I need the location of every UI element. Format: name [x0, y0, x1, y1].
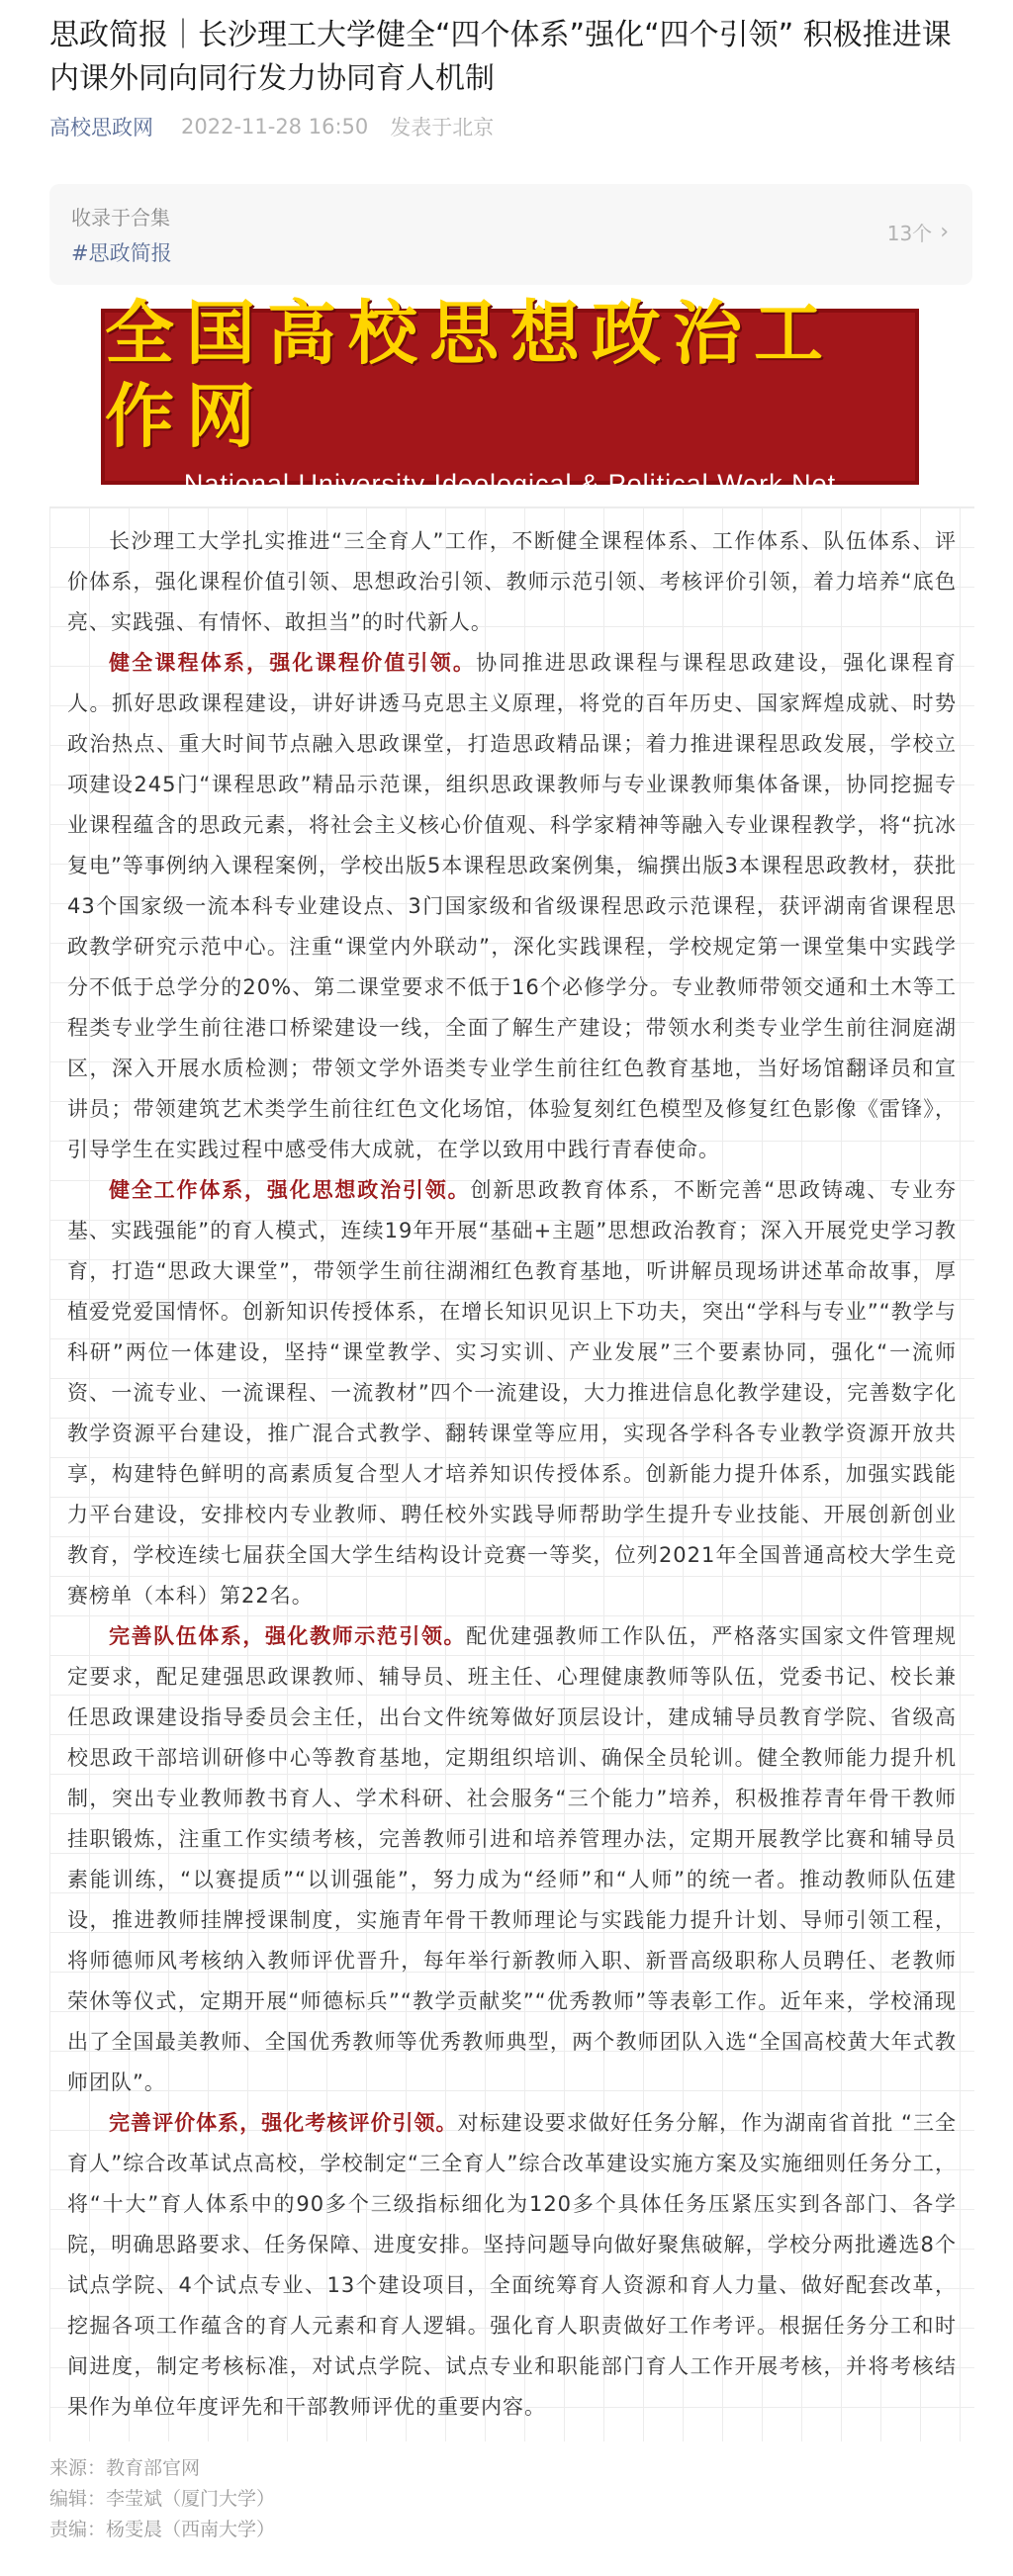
section-text-2: 创新思政教育体系，不断完善“思政铸魂、专业夯基、实践强能”的育人模式，连续19年开展“基础+主题”思想政治教育；深入开展党史学习教育，打造“思政大课堂”，带领学生前往湖湘红色教育基地，听讲解员现场讲述革命故事，厚植爱党爱国情怀。创新知识传授体系，在增长知识见识上下功夫，突出“学科与专业”“教学与科研”两位一体建设，坚持“课堂教学、实习实训、产业发展”三个要素协同，强化“一流师资、一流专业、一流课程、一流教材”四个一流建设，大力推进信息化教学建设，完善数字化教学资源平台建设，推广混合式教学、翻转课堂等应用，实现各学科各专业教学资源开放共享，构建特色鲜明的高素质复合型人才培养知识传授体系。创新能力提升体系，加强实践能力平台建设，安排校内专业教师、聘任校外实践导师帮助学生提升专业技能、开展创新创业教育，学校连续七届获全国大学生结构设计竞赛一等奖，位列2021年全国普通高校大学生竞赛榜单（本科）第22名。	[67, 1178, 957, 1608]
section-paragraph-2	[67, 1170, 957, 1616]
collection-card[interactable]	[49, 184, 972, 285]
publish-date: 2022-11-28 16:50	[181, 115, 369, 138]
section-paragraph-1	[67, 643, 957, 1170]
section-text-4: 对标建设要求做好任务分解，作为湖南省首批 “三全育人”综合改革试点高校，学校制定“三全育人”综合改革建设实施方案及实施细则任务分工，将“十大”育人体系中的90多个三级指标细化为120多个具体任务压紧压实到各部门、各学院，明确思路要求、任务保障、进度安排。坚持问题导向做好聚焦破解，学校分两批遴选8个试点学院、4个试点专业、13个建设项目，全面统筹育人资源和育人力量、做好配套改革，挖掘各项工作蕴含的育人元素和育人逻辑。强化育人职责做好工作考评。根据任务分工和时间进度，制定考核标准，对试点学院、试点专业和职能部门育人工作开展考核，并将考核结果作为单位年度评先和干部教师评优的重要内容。	[67, 2111, 957, 2419]
collection-label: 收录于合集	[71, 206, 170, 230]
section-heading-4: 完善评价体系，强化考核评价引领。	[109, 2111, 458, 2135]
site-banner-image	[101, 292, 919, 499]
section-paragraph-3	[67, 1616, 957, 2103]
article-title: 思政简报｜长沙理工大学健全“四个体系”强化“四个引领” 积极推进课内课外同向同行发力协同育人机制	[49, 18, 952, 96]
editor-line: 编辑：李莹斌（厦门大学）	[49, 2488, 276, 2510]
banner-english-title: National University Ideological & Political Work Net	[183, 469, 837, 499]
banner-chinese-title: 全国高校思想政治工作网	[105, 292, 835, 457]
section-heading-3: 完善队伍体系，强化教师示范引领。	[109, 1624, 467, 1648]
publish-location: 发表于北京	[390, 116, 495, 139]
article-meta	[49, 113, 494, 140]
section-heading-1: 健全课程体系，强化课程价值引领。	[109, 651, 477, 675]
section-text-1: 协同推进思政课程与课程思政建设，强化课程育人。抓好思政课程建设，讲好讲透马克思主义原理，将党的百年历史、国家辉煌成就、时势政治热点、重大时间节点融入思政课堂，打造思政精品课；着力推进课程思政发展，学校立项建设245门“课程思政”精品示范课，组织思政课教师与专业课教师集体备课，协同挖掘专业课程蕴含的思政元素，将社会主义核心价值观、科学家精神等融入专业课程教学，将“抗冰复电”等事例纳入课程案例，学校出版5本课程思政案例集，编撰出版3本课程思政教材，获批43个国家级一流本科专业建设点、3门国家级和省级课程思政示范课程，获评湖南省课程思政教学研究示范中心。注重“课堂内外联动”，深化实践课程，学校规定第一课堂集中实践学分不低于总学分的20%、第二课堂要求不低于16个必修学分。专业教师带领交通和土木等工程类专业学生前往港口桥梁建设一线，全面了解生产建设；带领水利类专业学生前往洞庭湖区，深入开展水质检测；带领文学外语类专业学生前往红色教育基地，当好场馆翻译员和宣讲员；带领建筑艺术类学生前往红色文化场馆，体验复刻红色模型及修复红色影像《雷锋》，引导学生在实践过程中感受伟大成就，在学以致用中践行青春使命。	[67, 651, 958, 1161]
section-heading-2: 健全工作体系，强化思想政治引领。	[109, 1178, 471, 1202]
collection-count-text: 13个	[886, 222, 933, 245]
collection-tag-link[interactable]: #思政简报	[71, 241, 172, 265]
chevron-right-icon: ›	[940, 220, 949, 244]
account-name-link[interactable]: 高校思政网	[49, 116, 153, 139]
collection-count[interactable]	[887, 218, 949, 246]
article-body	[49, 506, 974, 2441]
source-line: 来源：教育部官网	[49, 2457, 201, 2479]
intro-paragraph: 长沙理工大学扎实推进“三全育人”工作，不断健全课程体系、工作体系、队伍体系、评价体系，强化课程价值引领、思想政治引领、教师示范引领、考核评价引领，着力培养“底色亮、实践强、有情怀、敢担当”的时代新人。	[67, 529, 957, 634]
chief-editor-line: 责编：杨雯晨（西南大学）	[49, 2519, 276, 2540]
section-text-3: 配优建强教师工作队伍，严格落实国家文件管理规定要求，配足建强思政课教师、辅导员、班主任、心理健康教师等队伍，党委书记、校长兼任思政课建设指导委员会主任，出台文件统筹做好顶层设计，建成辅导员教育学院、省级高校思政干部培训研修中心等教育基地，定期组织培训、确保全员轮训。健全教师能力提升机制，突出专业教师教书育人、学术科研、社会服务“三个能力”培养，积极推荐青年骨干教师挂职锻炼，注重工作实绩考核，完善教师引进和培养管理办法，定期开展教学比赛和辅导员素能训练，“以赛提质”“以训强能”，努力成为“经师”和“人师”的统一者。推动教师队伍建设，推进教师挂牌授课制度，实施青年骨干教师理论与实践能力提升计划、导师引领工程，将师德师风考核纳入教师评优晋升，每年举行新教师入职、新晋高级职称人员聘任、老教师荣休等仪式，定期开展“师德标兵”“教学贡献奖”“优秀教师”等表彰工作。近年来，学校涌现出了全国最美教师、全国优秀教师等优秀教师典型，两个教师团队入选“全国高校黄大年式教师团队”。	[67, 1624, 958, 2094]
section-paragraph-4	[67, 2103, 957, 2428]
source-credits	[49, 2453, 275, 2545]
